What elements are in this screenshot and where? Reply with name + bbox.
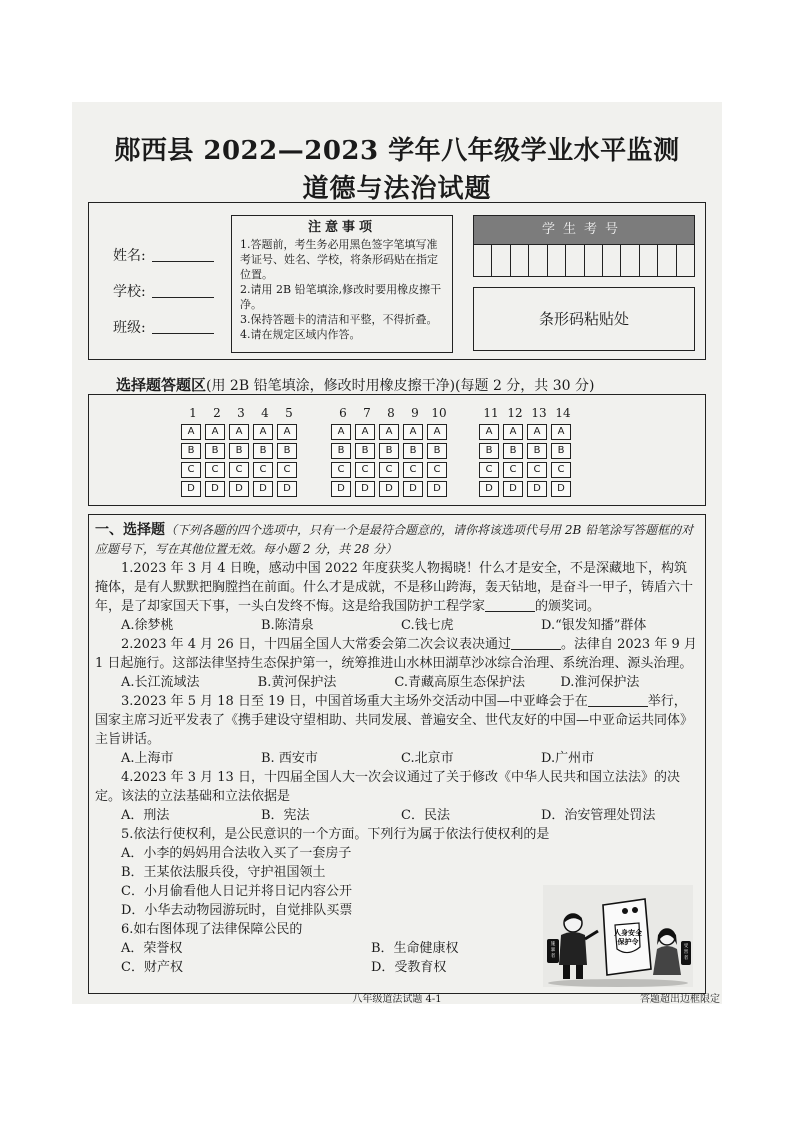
- mc-answer-bubble[interactable]: B: [551, 443, 571, 459]
- notice-box: [231, 215, 453, 353]
- mc-answer-bubble[interactable]: D: [503, 481, 523, 497]
- option: B.陈清泉: [261, 618, 314, 633]
- option: A．小李的妈妈用合法收入买了一套房子: [121, 846, 352, 861]
- mc-answer-bubble[interactable]: B: [427, 443, 447, 459]
- question-1-tail: 的颁奖词。: [535, 599, 601, 614]
- mc-answer-bubble[interactable]: C: [331, 462, 351, 478]
- mc-answer-bubble[interactable]: B: [277, 443, 297, 459]
- question-2-options: [95, 673, 697, 692]
- option: D．小华去动物园游玩时，自觉排队买票: [121, 903, 353, 918]
- mc-question-number: 6: [339, 406, 347, 420]
- option: C.青藏高原生态保护法: [394, 675, 525, 690]
- mc-question-numbers: [181, 405, 301, 421]
- exam-number-box: [473, 215, 695, 277]
- victim-body: [653, 946, 681, 975]
- mc-group-2: [331, 405, 451, 497]
- question-1: [95, 559, 697, 616]
- option: B．宪法: [261, 808, 310, 823]
- mc-answer-bubble[interactable]: C: [527, 462, 547, 478]
- question-5: 5.依法行使权利，是公民意识的一个方面。下列行为属于依法行使权利的是: [121, 827, 550, 842]
- mc-section-title: 选择题答题区: [116, 376, 207, 394]
- mc-answer-bubble[interactable]: B: [503, 443, 523, 459]
- exam-number-cell[interactable]: [677, 245, 694, 277]
- badge-right-text: 受害者: [683, 944, 689, 961]
- option: B. 西安市: [261, 751, 318, 766]
- mc-answer-bubble[interactable]: D: [331, 481, 351, 497]
- question-2-text: 2.2023 年 4 月 26 日，十四届全国人大常委会第二次会议表决通过: [121, 637, 511, 652]
- school-line: [152, 297, 214, 298]
- section-title: [95, 521, 697, 559]
- question-3-tail: 举行，国家主席习近平发表了《携手建设守望相助、共同发展、普遍安全、世代友好的中国—中亚命运共同体》主旨讲话。: [95, 694, 694, 747]
- class-field[interactable]: [113, 317, 214, 337]
- mc-answer-bubble[interactable]: A: [379, 424, 399, 440]
- question-3-text: 3.2023 年 5 月 18 日至 19 日，中国首场重大主场外交活动中国—中亚峰会于在: [121, 694, 588, 709]
- question-2: [95, 635, 697, 673]
- school-label: 学校:: [113, 284, 146, 300]
- mc-answer-bubble[interactable]: D: [205, 481, 225, 497]
- exam-number-cell[interactable]: [492, 245, 510, 277]
- mc-question-number: 10: [431, 406, 447, 420]
- option: B.黄河保护法: [257, 675, 337, 690]
- mc-answer-bubble[interactable]: D: [181, 481, 201, 497]
- barcode-area: 条形码粘贴处: [473, 287, 695, 351]
- mc-answer-bubble[interactable]: A: [527, 424, 547, 440]
- mc-answer-bubble[interactable]: C: [479, 462, 499, 478]
- mc-answer-bubble[interactable]: B: [479, 443, 499, 459]
- option: D.“银发知播”群体: [541, 618, 647, 633]
- option: D.广州市: [541, 751, 595, 766]
- mc-answer-bubble[interactable]: B: [403, 443, 423, 459]
- option: A．荣誉权: [121, 941, 183, 956]
- exam-number-cell[interactable]: [474, 245, 492, 277]
- exam-title: 郧西县 2022—2023 学年八年级学业水平监测: [114, 136, 680, 166]
- exam-sheet: [72, 102, 722, 1004]
- class-line: [152, 333, 214, 334]
- mc-section-note: (用 2B 铅笔填涂，修改时用橡皮擦干净)(每题 2 分，共 30 分): [206, 378, 595, 394]
- mc-option-row: [479, 481, 575, 497]
- notice-title: 注意事项: [307, 220, 376, 235]
- mc-answer-bubble[interactable]: D: [355, 481, 375, 497]
- notice-item: 3.保持答题卡的清洁和平整，不得折叠。: [240, 313, 438, 326]
- option: B．生命健康权: [371, 941, 459, 956]
- mc-answer-bubble[interactable]: B: [527, 443, 547, 459]
- mc-question-number: 7: [363, 406, 371, 420]
- mc-answer-bubble[interactable]: A: [331, 424, 351, 440]
- mc-answer-bubble[interactable]: C: [229, 462, 249, 478]
- exam-number-cell[interactable]: [511, 245, 529, 277]
- mc-answer-bubble[interactable]: A: [551, 424, 571, 440]
- mc-answer-bubble[interactable]: C: [181, 462, 201, 478]
- answer-blank: [588, 706, 648, 707]
- mc-answer-bubble[interactable]: C: [205, 462, 225, 478]
- mc-answer-bubble[interactable]: B: [205, 443, 225, 459]
- mc-answer-bubble[interactable]: B: [253, 443, 273, 459]
- exam-number-cell[interactable]: [658, 245, 676, 277]
- mc-option-row: [181, 481, 301, 497]
- question-2-tail: 。法律自 2023 年 9 月 1 日起施行。这部法律坚持生态保护第一，统筹推进山水林田湖草沙冰综合治理、系统治理、源头治理。: [95, 637, 697, 671]
- protection-order-illustration: [543, 885, 693, 987]
- section-instruction: （下列各题的四个选项中，只有一个是最符合题意的，请你将该选项代号用 2B 铅笔涂写答题框的对应题号下，写在其他位置无效。每小题 2 分，共 28 分）: [95, 523, 694, 556]
- mc-question-number: 3: [237, 406, 245, 420]
- exam-subtitle: 道德与法治试题: [302, 174, 492, 204]
- mc-option-row: [479, 462, 575, 478]
- mc-answer-bubble[interactable]: D: [379, 481, 399, 497]
- mc-question-number: 5: [285, 406, 293, 420]
- option: A．刑法: [121, 808, 170, 823]
- option: A.徐梦桃: [121, 618, 174, 633]
- exam-number-cells[interactable]: [474, 245, 694, 277]
- mc-question-number: 13: [531, 406, 547, 420]
- mc-answer-bubble[interactable]: C: [503, 462, 523, 478]
- ground-shadow: [548, 979, 688, 987]
- notice-item: 4.请在规定区域内作答。: [240, 328, 361, 341]
- mc-question-number: 14: [555, 406, 571, 420]
- mc-group-1: [181, 405, 301, 497]
- mc-answer-bubble[interactable]: B: [355, 443, 375, 459]
- mc-option-row: [331, 424, 451, 440]
- mc-answer-area: [88, 394, 706, 506]
- option: A.上海市: [121, 751, 174, 766]
- mc-answer-bubble[interactable]: B: [331, 443, 351, 459]
- name-field[interactable]: [113, 245, 214, 265]
- mc-question-numbers: [331, 405, 451, 421]
- footer-page-label: 八年级道法试题 4-1: [352, 994, 442, 1004]
- aggressor-body: [559, 932, 587, 965]
- option: D．治安管理处罚法: [541, 808, 656, 823]
- exam-number-cell[interactable]: [603, 245, 621, 277]
- mc-answer-bubble[interactable]: C: [403, 462, 423, 478]
- mc-option-row: [181, 443, 301, 459]
- option: A.长江流域法: [121, 675, 200, 690]
- mc-option-row: [479, 443, 575, 459]
- mc-answer-bubble[interactable]: C: [253, 462, 273, 478]
- option: C．民法: [401, 808, 450, 823]
- name-label: 姓名:: [113, 248, 146, 264]
- mc-answer-bubble[interactable]: D: [229, 481, 249, 497]
- option: C．小月偷看他人日记并将日记内容公开: [121, 884, 352, 899]
- aggressor-leg: [563, 965, 570, 979]
- question-4-options: [95, 806, 697, 825]
- mc-section-header: [116, 374, 594, 395]
- mc-answer-bubble[interactable]: D: [551, 481, 571, 497]
- mc-option-row: [181, 462, 301, 478]
- option: C．财产权: [121, 960, 183, 975]
- mc-answer-bubble[interactable]: B: [181, 443, 201, 459]
- mc-question-number: 1: [189, 406, 197, 420]
- mc-answer-bubble[interactable]: C: [379, 462, 399, 478]
- mc-answer-bubble[interactable]: B: [379, 443, 399, 459]
- mc-answer-bubble[interactable]: A: [503, 424, 523, 440]
- mc-question-number: 2: [213, 406, 221, 420]
- aggressor-leg: [576, 965, 583, 979]
- exam-number-title: 学生考号: [474, 216, 694, 245]
- mc-group-3: [479, 405, 575, 497]
- name-line: [152, 261, 214, 262]
- mc-answer-bubble[interactable]: D: [253, 481, 273, 497]
- question-3: [95, 692, 697, 749]
- exam-number-cell[interactable]: [621, 245, 639, 277]
- mc-answer-bubble[interactable]: A: [427, 424, 447, 440]
- section-title-text: 一、选择题: [95, 522, 165, 538]
- document-face-eye: [622, 908, 628, 914]
- option: B．王某依法服兵役，守护祖国领土: [121, 865, 326, 880]
- badge-left-text: 施暴者: [550, 942, 556, 959]
- questions-area: [88, 514, 706, 994]
- footer-note: 答题超出边框限定: [640, 994, 720, 1004]
- mc-answer-bubble[interactable]: D: [277, 481, 297, 497]
- exam-number-cell[interactable]: [529, 245, 547, 277]
- mc-question-number: 12: [507, 406, 523, 420]
- mc-option-row: [181, 424, 301, 440]
- student-info-box: [88, 202, 706, 360]
- class-label: 班级:: [113, 320, 146, 336]
- school-field[interactable]: [113, 281, 214, 301]
- exam-number-cell[interactable]: [548, 245, 566, 277]
- mc-answer-bubble[interactable]: A: [277, 424, 297, 440]
- mc-answer-bubble[interactable]: C: [277, 462, 297, 478]
- mc-answer-bubble[interactable]: C: [355, 462, 375, 478]
- mc-answer-bubble[interactable]: A: [403, 424, 423, 440]
- sign-text: 人身安全保护令: [614, 929, 642, 946]
- option: C.北京市: [401, 751, 454, 766]
- answer-blank: [511, 649, 561, 650]
- mc-answer-bubble[interactable]: A: [181, 424, 201, 440]
- mc-answer-bubble[interactable]: D: [403, 481, 423, 497]
- mc-answer-bubble[interactable]: A: [479, 424, 499, 440]
- mc-answer-bubble[interactable]: B: [229, 443, 249, 459]
- document-face-eye: [632, 907, 638, 913]
- mc-question-number: 4: [261, 406, 269, 420]
- question-1-options: [95, 616, 697, 635]
- mc-answer-bubble[interactable]: A: [205, 424, 225, 440]
- question-3-options: [95, 749, 697, 768]
- mc-option-row: [479, 424, 575, 440]
- exam-number-cell[interactable]: [640, 245, 658, 277]
- option: D.淮河保护法: [560, 675, 640, 690]
- mc-answer-bubble[interactable]: A: [253, 424, 273, 440]
- answer-blank: [485, 611, 535, 612]
- notice-item: 1.答题前，考生务必用黑色签字笔填写准考证号、姓名、学校，将条形码贴在指定位置。: [240, 238, 438, 281]
- mc-option-row: [331, 443, 451, 459]
- mc-answer-bubble[interactable]: A: [355, 424, 375, 440]
- mc-answer-bubble[interactable]: D: [427, 481, 447, 497]
- mc-option-row: [331, 462, 451, 478]
- mc-answer-bubble[interactable]: A: [229, 424, 249, 440]
- option: C.钱七虎: [401, 618, 454, 633]
- mc-answer-bubble[interactable]: C: [551, 462, 571, 478]
- mc-question-number: 8: [387, 406, 395, 420]
- exam-number-cell[interactable]: [566, 245, 584, 277]
- mc-answer-bubble[interactable]: D: [527, 481, 547, 497]
- exam-number-cell[interactable]: [585, 245, 603, 277]
- question-6: 6.如右图体现了法律保障公民的: [121, 922, 303, 937]
- question-4: 4.2023 年 3 月 13 日，十四届全国人大一次会议通过了关于修改《中华人民共和国立法法》的决定。该法的立法基础和立法依据是: [95, 770, 680, 804]
- mc-question-numbers: [479, 405, 575, 421]
- notice-item: 2.请用 2B 铅笔填涂,修改时要用橡皮擦干净。: [240, 283, 442, 311]
- mc-question-number: 9: [411, 406, 419, 420]
- mc-option-row: [331, 481, 451, 497]
- mc-question-number: 11: [483, 406, 499, 420]
- mc-answer-bubble[interactable]: C: [427, 462, 447, 478]
- mc-answer-bubble[interactable]: D: [479, 481, 499, 497]
- option: D．受教育权: [371, 960, 447, 975]
- question-1-text: 1.2023 年 3 月 4 日晚，感动中国 2022 年度获奖人物揭晓！什么才是安全，不是深藏地下，构筑掩体，是有人默默把胸膛挡在前面。什么才是成就，不是移山跨海，轰天钻地，是奋斗一甲子，铸盾六十年，是了却家国天下事，一头白发终不悔。这是给我国防护工程学家: [95, 561, 694, 614]
